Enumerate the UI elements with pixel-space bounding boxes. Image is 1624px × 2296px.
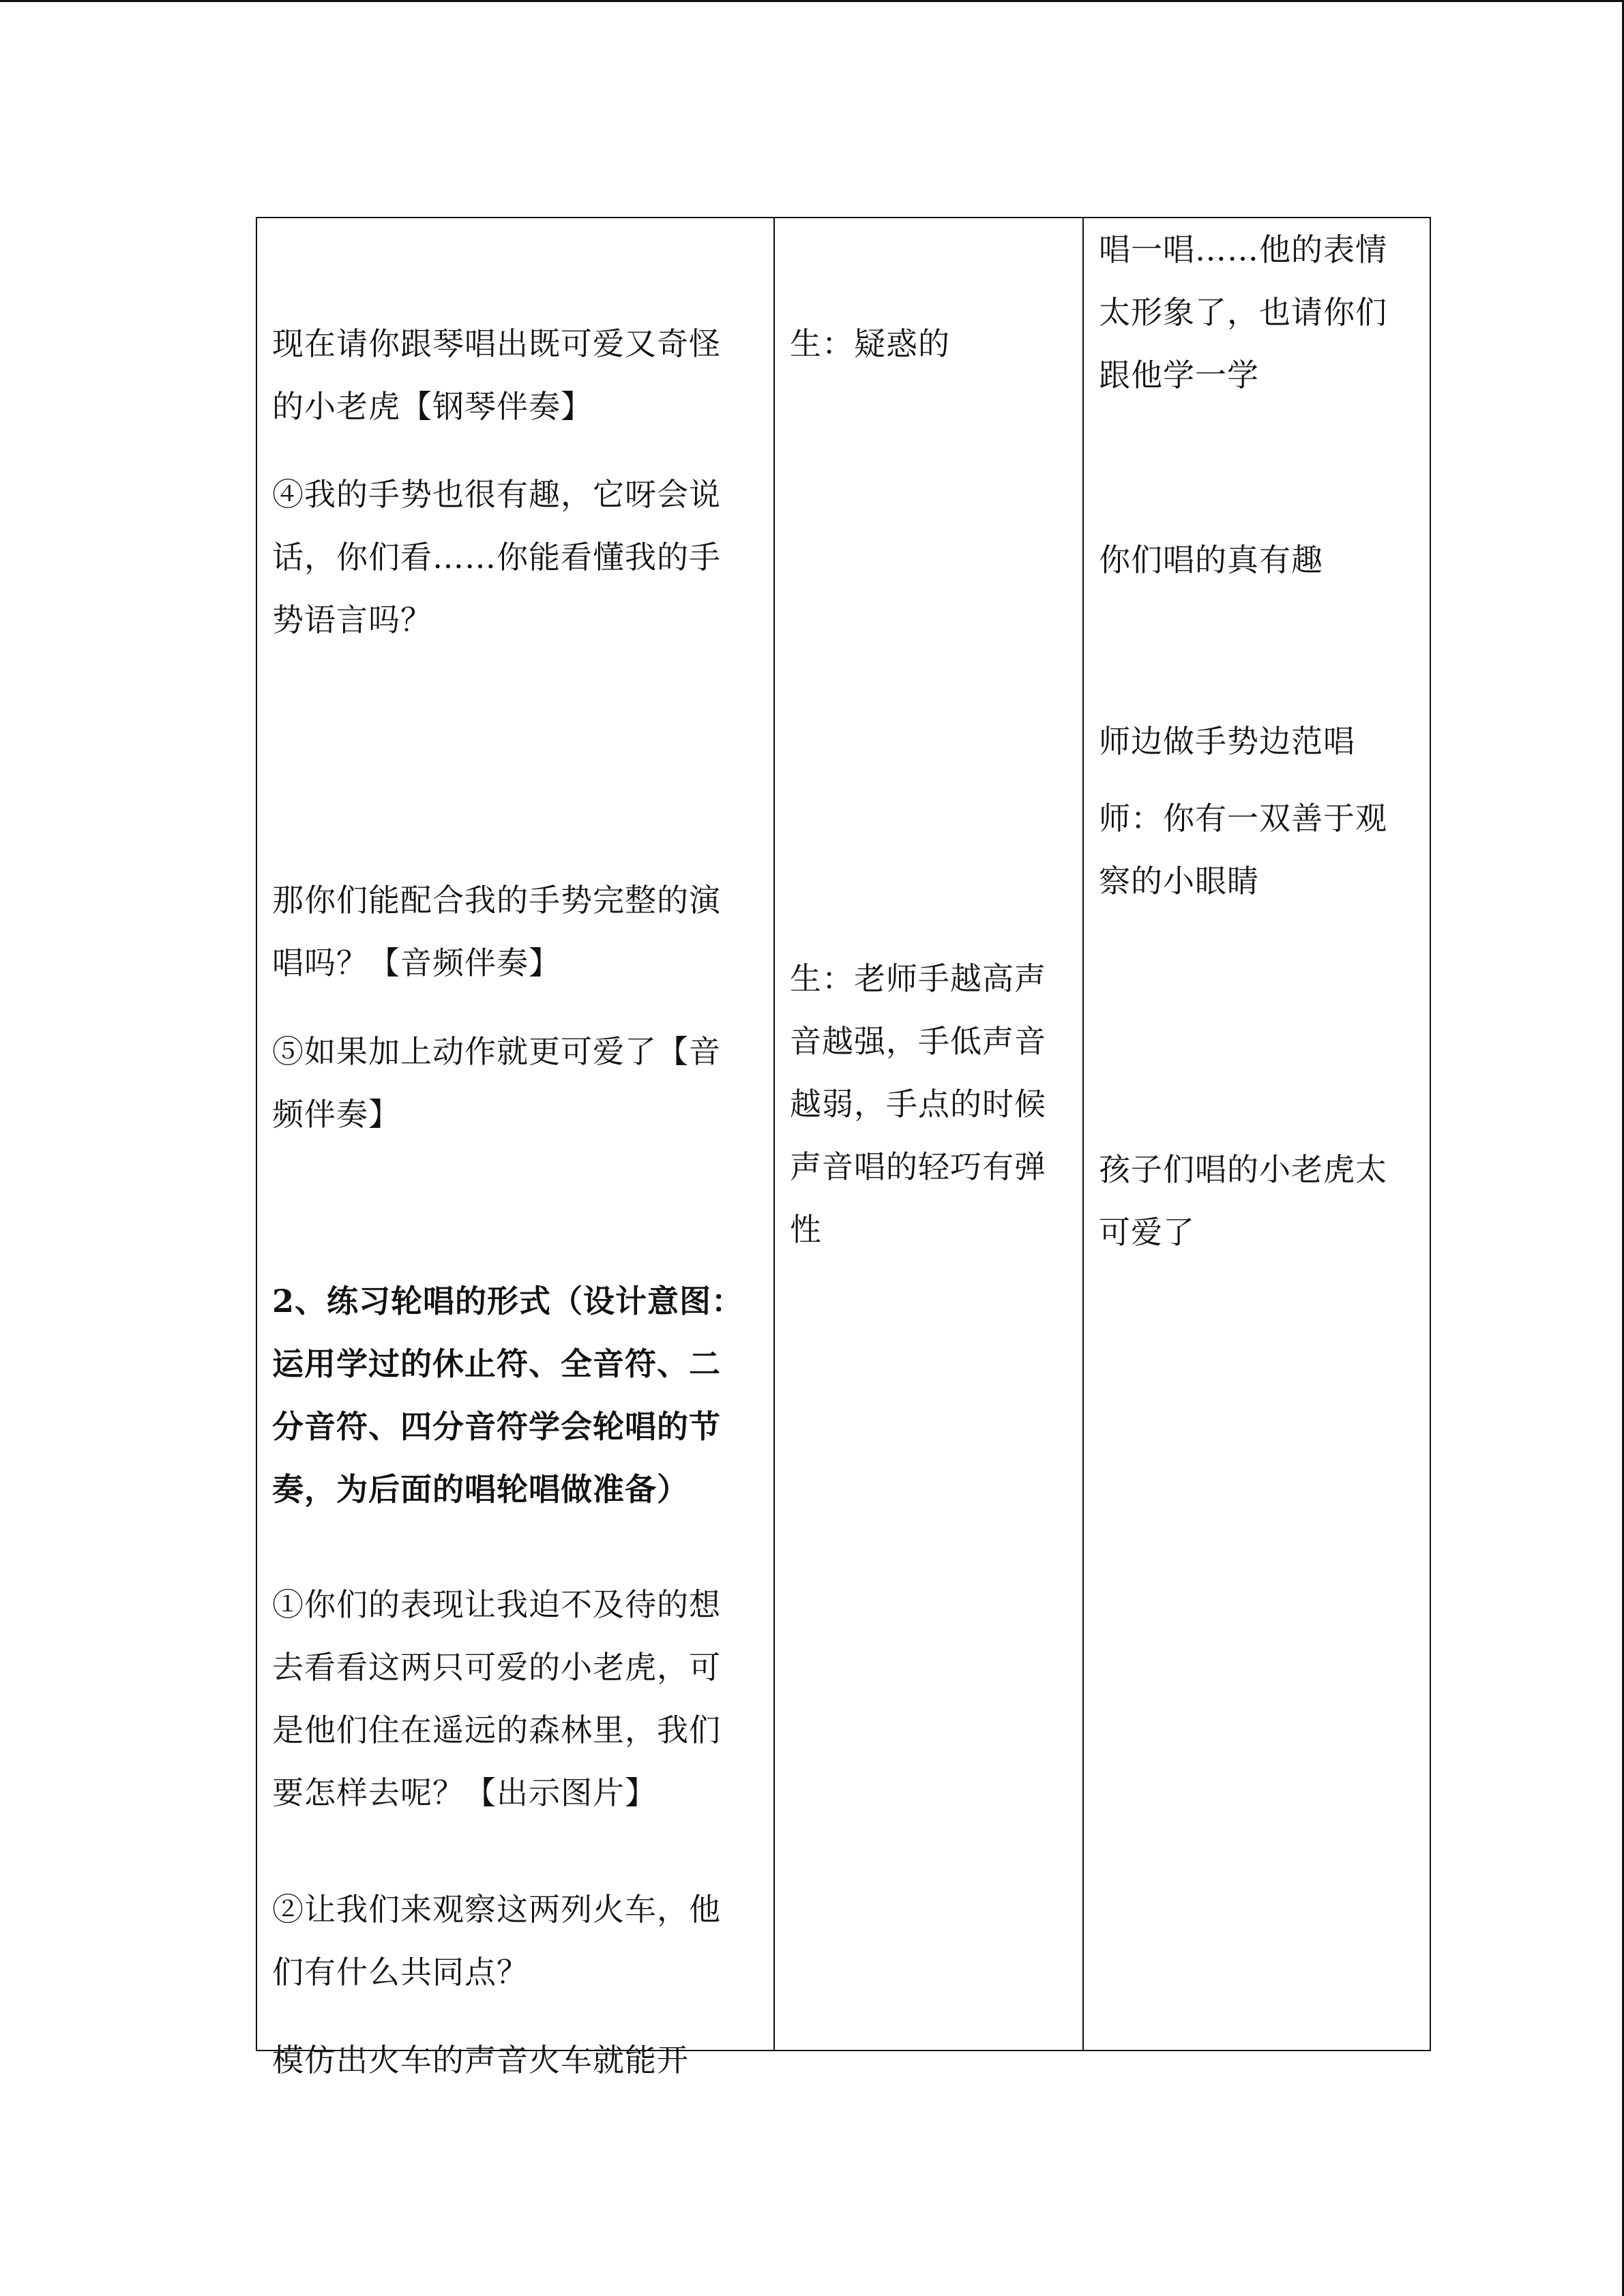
paragraph: 现在请你跟琴唱出既可爱又奇怪 的小老虎【钢琴伴奏】 — [272, 325, 721, 425]
paragraph: 那你们能配合我的手势完整的演 唱吗？【音频伴奏】 — [272, 882, 721, 981]
page-border-top — [0, 0, 1624, 2]
paragraph: ②让我们来观察这两列火车，他 们有什么共同点？ — [272, 1891, 721, 1991]
paragraph: ①你们的表现让我迫不及待的想 去看看这两只可爱的小老虎，可 是他们住在遥远的森林里，我们 要怎样去呢？【出示图片】 — [272, 1586, 721, 1811]
teaching-process-cell — [257, 218, 773, 2078]
paragraph: 师：你有一双善于观 察的小眼睛 — [1099, 800, 1387, 899]
paragraph: 模仿出火车的声音火车就能开 — [272, 2042, 689, 2078]
paragraph: ⑤如果加上动作就更可爱了【音 频伴奏】 — [272, 1033, 721, 1133]
paragraph: 孩子们唱的小老虎太 可爱了 — [1099, 1151, 1387, 1251]
section-heading: 2、练习轮唱的形式（设计意图： 运用学过的休止符、全音符、二 分音符、四分音符学会轮唱的节 奏，为后面的唱轮唱做准备） — [272, 1283, 744, 1508]
lesson-plan-table — [256, 217, 1431, 2078]
paragraph: 生：老师手越高声 音越强，手低声音 越弱，手点的时候 声音唱的轻巧有弹 性 — [790, 960, 1046, 1248]
paragraph: 生：疑惑的 — [790, 325, 950, 362]
paragraph: 你们唱的真有趣 — [1099, 541, 1323, 578]
paragraph: 师边做手势边范唱 — [1099, 723, 1355, 760]
student-activity-cell — [775, 218, 1082, 2050]
paragraph: 唱一唱……他的表情 太形象了，也请你们 跟他学一学 — [1099, 231, 1387, 393]
paragraph: ④我的手势也很有趣，它呀会说 话，你们看……你能看懂我的手 势语言吗？ — [272, 476, 721, 638]
teacher-notes-cell — [1084, 218, 1431, 2050]
